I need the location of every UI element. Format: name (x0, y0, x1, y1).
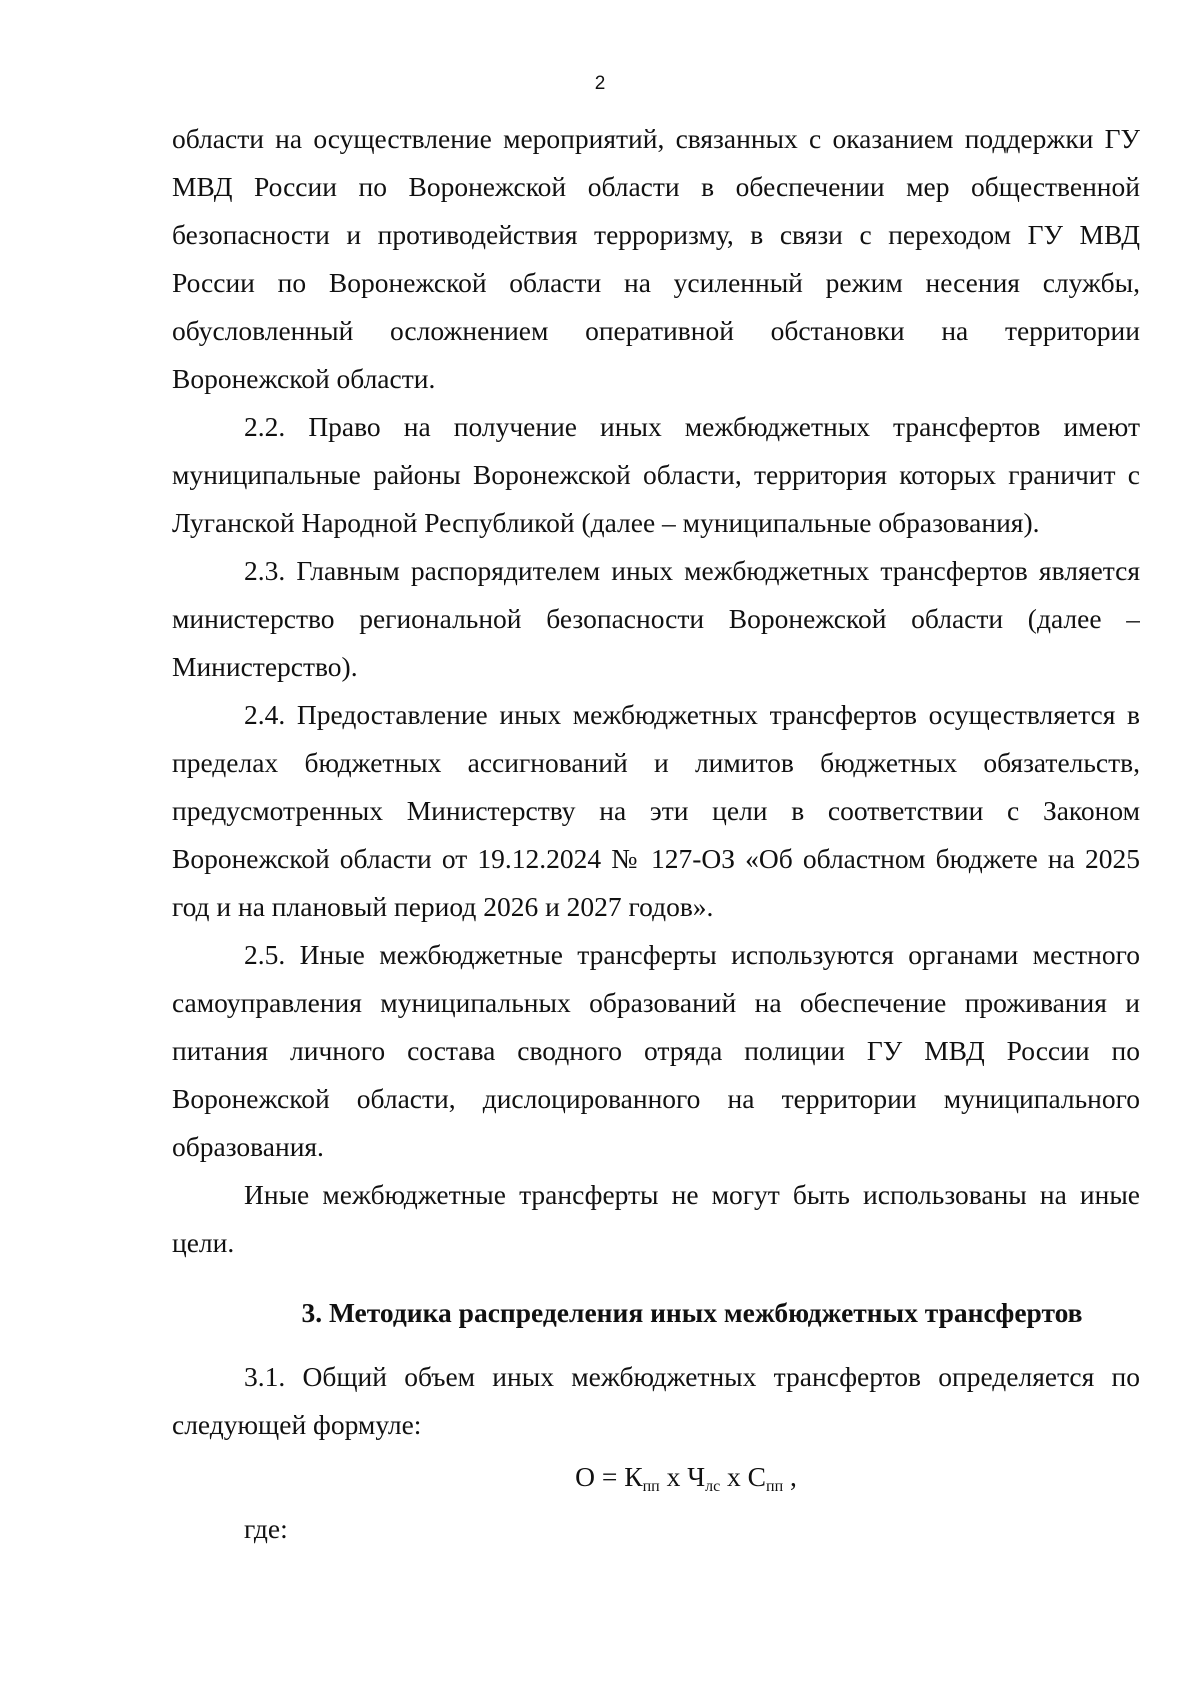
text-line: Луганской Народной Республикой (далее – муниципальные образования). (172, 507, 1040, 538)
text-line: питания личного состава сводного отряда полиции ГУ МВД России по (172, 1035, 1140, 1066)
text-line: пределах бюджетных ассигнований и лимитов бюджетных обязательств, (172, 747, 1140, 778)
text-line: год и на плановый период 2026 и 2027 годов». (172, 891, 714, 922)
formula-subscript: пп (642, 1478, 660, 1495)
text-line: Воронежской области, дислоцированного на территории муниципального (172, 1083, 1140, 1114)
formula (172, 1449, 1140, 1505)
text-line: обусловленный осложнением оперативной обстановки на территории (172, 315, 1140, 346)
text-line: предусмотренных Министерству на эти цели в соответствии с Законом (172, 795, 1140, 826)
paragraph-2-3-first-line: 2.3. Главным распорядителем иных межбюджетных трансфертов является (244, 555, 1140, 586)
text-line: образования. (172, 1131, 324, 1162)
document-body (172, 115, 1140, 1553)
text-line: министерство региональной безопасности Воронежской области (далее – (172, 603, 1140, 634)
spacer (172, 1337, 1140, 1353)
text-line: следующей формуле: (172, 1409, 422, 1440)
where-label: где: (244, 1513, 288, 1544)
formula-part: , (783, 1461, 797, 1492)
formula-subscript: пп (766, 1478, 784, 1495)
text-line: Воронежской области от 19.12.2024 № 127-ОЗ «Об областном бюджете на 2025 (172, 843, 1140, 874)
text-line: Министерство). (172, 651, 358, 682)
formula-part: х Ч (659, 1461, 706, 1492)
formula-part: О = К (575, 1461, 643, 1492)
text-line: России по Воронежской области на усиленный режим несения службы, (172, 267, 1140, 298)
text-line: области на осуществление мероприятий, связанных с оказанием поддержки ГУ (172, 123, 1140, 154)
text-line: муниципальные районы Воронежской области, территория которых граничит с (172, 459, 1140, 490)
text-line: безопасности и противодействия терроризму, в связи с переходом ГУ МВД (172, 219, 1140, 250)
paragraph-2-4-first-line: 2.4. Предоставление иных межбюджетных трансфертов осуществляется в (244, 699, 1140, 730)
text-line: Воронежской области. (172, 363, 436, 394)
paragraph-restriction-first-line: Иные межбюджетные трансферты не могут быть использованы на иные (244, 1179, 1140, 1210)
text-line: самоуправления муниципальных образований на обеспечение проживания и (172, 987, 1140, 1018)
formula-subscript: лс (705, 1478, 721, 1495)
formula-part: х С (720, 1461, 767, 1492)
page-number: 2 (594, 73, 606, 94)
text-line: МВД России по Воронежской области в обеспечении мер общественной (172, 171, 1140, 202)
paragraph-3-1-first-line: 3.1. Общий объем иных межбюджетных трансфертов определяется по (244, 1361, 1140, 1392)
text-line: цели. (172, 1227, 235, 1258)
paragraph-2-2-first-line: 2.2. Право на получение иных межбюджетных трансфертов имеют (244, 411, 1140, 442)
section-heading: 3. Методика распределения иных межбюджетных трансфертов (301, 1297, 1083, 1328)
paragraph-2-5-first-line: 2.5. Иные межбюджетные трансферты используются органами местного (244, 939, 1140, 970)
